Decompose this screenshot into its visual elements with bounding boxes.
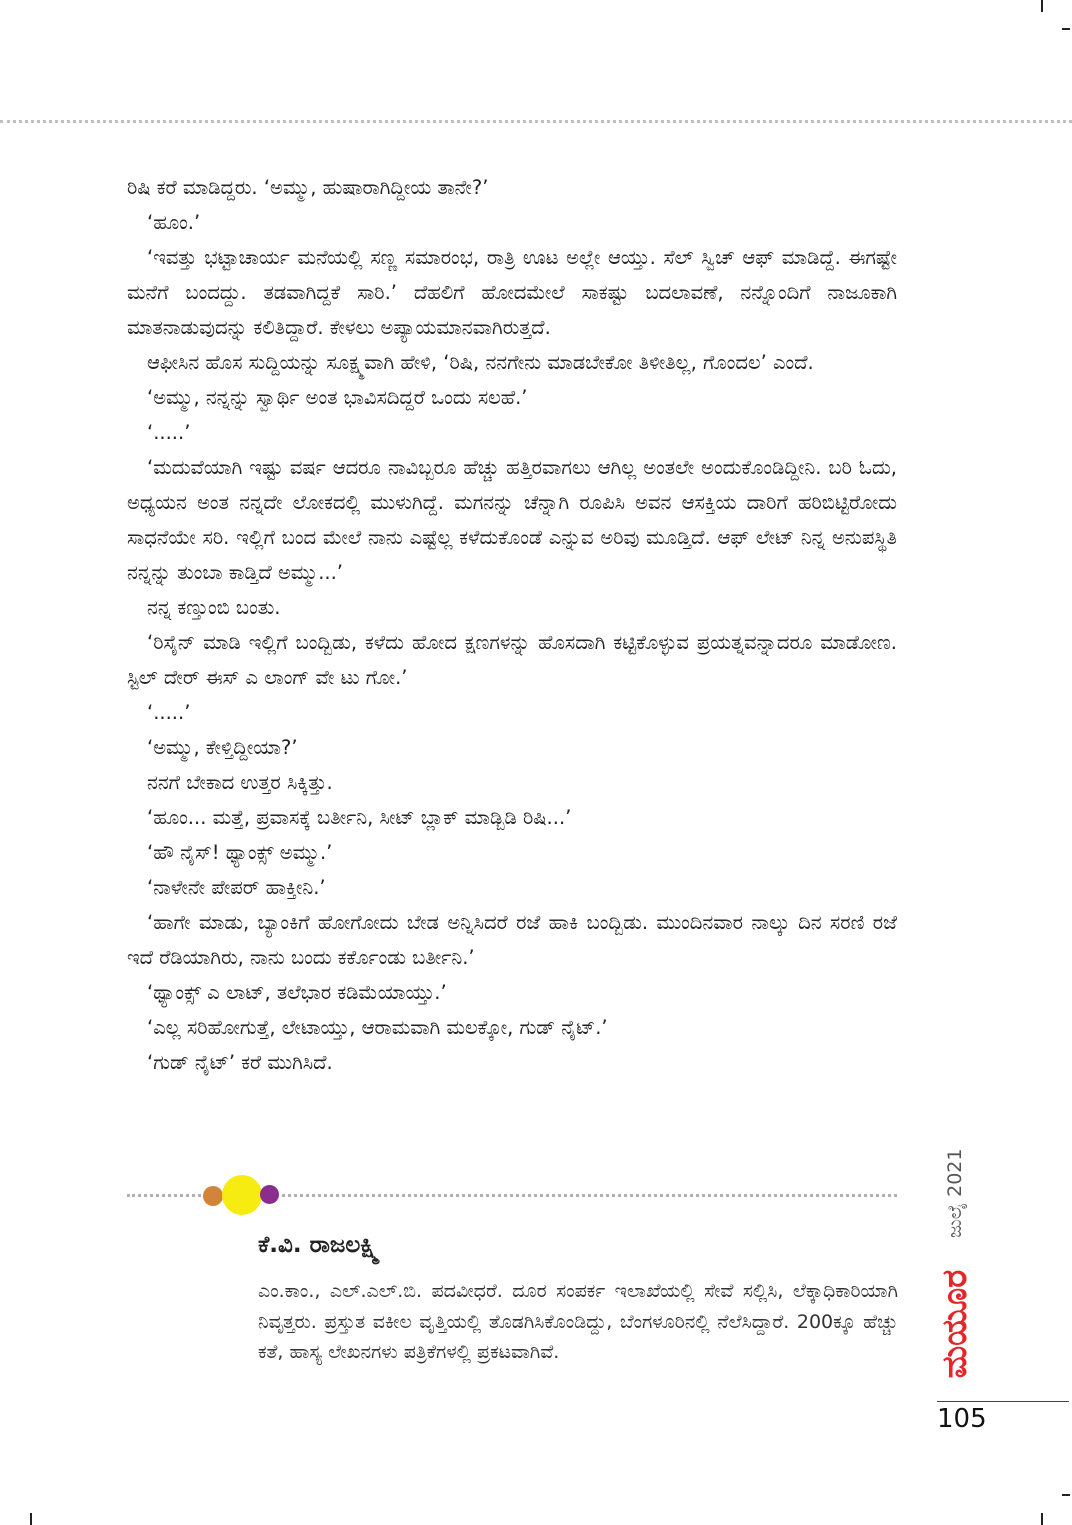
crop-mark [1062, 1494, 1070, 1496]
story-paragraph: ‘ಗುಡ್ ನೈಟ್’ ಕರೆ ಮುಗಿಸಿದೆ. [147, 1051, 333, 1074]
story-paragraph: ಆಫೀಸಿನ ಹೊಸ ಸುದ್ದಿಯನ್ನು ಸೂಕ್ಷ್ಮವಾಗಿ ಹೇಳಿ, ‘ರಿಷಿ, ನನಗೇನು ಮಾಡಬೇಕೋ ತಿಳೀತಿಲ್ಲ, ಗೊಂದಲ’ ಎಂದೆ. [147, 351, 814, 374]
page-number: 105 [937, 1404, 987, 1434]
story-paragraph: ರಿಷಿ ಕರೆ ಮಾಡಿದ್ದರು. ‘ಅಮ್ಮು, ಹುಷಾರಾಗಿದ್ದೀಯ ತಾನೇ?’ [127, 176, 489, 199]
story-paragraph: ‘ಹೌ ನೈಸ್! ಥ್ಯಾಂಕ್ಸ್ ಅಮ್ಮು.’ [147, 841, 333, 864]
crop-mark [1062, 28, 1070, 30]
crop-mark [30, 1513, 32, 1525]
story-paragraph: ‘ರಿಸೈನ್ ಮಾಡಿ ಇಲ್ಲಿಗೆ ಬಂದ್ಬಿಡು, ಕಳೆದು ಹೋದ ಕ್ಷಣಗಳನ್ನು ಹೊಸದಾಗಿ ಕಟ್ಟಿಕೊಳ್ಳುವ ಪ್ರಯತ್ನವನ್ನಾದರೂ ಮಾಡೋಣ. ಸ್ಟಿಲ್ ದೇರ್ ಈಸ್ ಎ ಲಾಂಗ್ ವೇ ಟು ಗೋ.’ [127, 631, 897, 689]
story-paragraph: ‘ಥ್ಯಾಂಕ್ಸ್ ಎ ಲಾಟ್, ತಲೆಭಾರ ಕಡಿಮೆಯಾಯ್ತು.’ [147, 981, 447, 1004]
story-paragraph: ನನ್ನ ಕಣ್ತುಂಬಿ ಬಂತು. [147, 596, 281, 619]
yellow-dot-ornament [222, 1175, 262, 1215]
story-paragraph: ‘.....’ [147, 421, 191, 444]
crop-mark [1041, 1513, 1043, 1525]
story-body [127, 170, 897, 1080]
magazine-masthead: ಮಯೂರ [935, 1269, 975, 1379]
story-paragraph: ‘ಇವತ್ತು ಭಟ್ಟಾಚಾರ್ಯ ಮನೆಯಲ್ಲಿ ಸಣ್ಣ ಸಮಾರಂಭ, ರಾತ್ರಿ ಊಟ ಅಲ್ಲೇ ಆಯ್ತು. ಸೆಲ್ ಸ್ವಿಚ್ ಆಫ್ ಮಾಡಿದ್ದೆ. ಈಗಷ್ಟೇ ಮನೆಗೆ ಬಂದದ್ದು. ತಡವಾಗಿದ್ದಕೆ ಸಾರಿ.’ ದೆಹಲಿಗೆ ಹೋದಮೇಲೆ ಸಾಕಷ್ಟು ಬದಲಾವಣೆ, ನನ್ನೊಂದಿಗೆ ನಾಜೂಕಾಗಿ ಮಾತನಾಡುವುದನ್ನು ಕಲಿತಿದ್ದಾರೆ. ಕೇಳಲು ಅಪ್ಯಾಯಮಾನವಾಗಿರುತ್ತದೆ. [127, 246, 897, 339]
purple-dot-ornament [260, 1185, 279, 1204]
story-paragraph: ‘ಅಮ್ಮು, ನನ್ನನ್ನು ಸ್ವಾರ್ಥಿ ಅಂತ ಭಾವಿಸದಿದ್ದರೆ ಒಂದು ಸಲಹೆ.’ [147, 386, 528, 409]
top-dotted-rule [0, 120, 1072, 123]
story-paragraph: ‘ಅಮ್ಮು, ಕೇಳ್ತಿದ್ದೀಯಾ?’ [147, 736, 298, 759]
issue-month-year: ಜುಲೈ 2021 [944, 1148, 966, 1238]
story-paragraph: ನನಗೆ ಬೇಕಾದ ಉತ್ತರ ಸಿಕ್ಕಿತ್ತು. [147, 771, 333, 794]
orange-dot-ornament [203, 1186, 223, 1206]
crop-mark [1041, 0, 1043, 12]
story-paragraph: ‘ಹೂಂ.’ [147, 211, 201, 234]
story-paragraph: ‘ಹಾಗೇ ಮಾಡು, ಬ್ಯಾಂಕಿಗೆ ಹೋಗೋದು ಬೇಡ ಅನ್ನಿಸಿದರೆ ರಜೆ ಹಾಕಿ ಬಂದ್ಬಿಡು. ಮುಂದಿನವಾರ ನಾಲ್ಕು ದಿನ ಸರಣಿ ರಜೆ ಇದೆ ರೆಡಿಯಾಗಿರು, ನಾನು ಬಂದು ಕರ್ಕೊಂಡು ಬರ್ತೀನಿ.’ [127, 911, 897, 969]
author-bio: ಎಂ.ಕಾಂ., ಎಲ್.ಎಲ್.ಬಿ. ಪದವೀಧರೆ. ದೂರ ಸಂಪರ್ಕ ಇಲಾಖೆಯಲ್ಲಿ ಸೇವೆ ಸಲ್ಲಿಸಿ, ಲೆಕ್ಕಾಧಿಕಾರಿಯಾಗಿ ನಿವೃತ್ತರು. ಪ್ರಸ್ತುತ ವಕೀಲ ವೃತ್ತಿಯಲ್ಲಿ ತೊಡಗಿಸಿಕೊಂಡಿದ್ದು, ಬೆಂಗಳೂರಿನಲ್ಲಿ ನೆಲೆಸಿದ್ದಾರೆ. 200ಕ್ಕೂ ಹೆಚ್ಚು ಕತೆ, ಹಾಸ್ಯ ಲೇಖನಗಳು ಪತ್ರಿಕೆಗಳಲ್ಲಿ ಪ್ರಕಟವಾಗಿವೆ. [258, 1280, 898, 1363]
story-paragraph: ‘ನಾಳೇನೇ ಪೇಪರ್ ಹಾಕ್ತೀನಿ.’ [147, 876, 326, 899]
page-number-rule [937, 1401, 1069, 1402]
story-paragraph: ‘ಮದುವೆಯಾಗಿ ಇಷ್ಟು ವರ್ಷ ಆದರೂ ನಾವಿಬ್ಬರೂ ಹೆಚ್ಚು ಹತ್ತಿರವಾಗಲು ಆಗಿಲ್ಲ ಅಂತಲೇ ಅಂದುಕೊಂಡಿದ್ದೀನಿ. ಬರಿ ಓದು, ಅಧ್ಯಯನ ಅಂತ ನನ್ನದೇ ಲೋಕದಲ್ಲಿ ಮುಳುಗಿದ್ದೆ. ಮಗನನ್ನು ಚೆನ್ನಾಗಿ ರೂಪಿಸಿ ಅವನ ಆಸಕ್ತಿಯ ದಾರಿಗೆ ಹರಿಬಿಟ್ಟಿರೋದು ಸಾಧನೆಯೇ ಸರಿ. ಇಲ್ಲಿಗೆ ಬಂದ ಮೇಲೆ ನಾನು ಎಷ್ಟೆಲ್ಲ ಕಳೆದುಕೊಂಡೆ ಎನ್ನುವ ಅರಿವು ಮೂಡ್ತಿದೆ. ಆಫ್ ಲೇಟ್ ನಿನ್ನ ಅನುಪಸ್ಥಿತಿ ನನ್ನನ್ನು ತುಂಬಾ ಕಾಡ್ತಿದೆ ಅಮ್ಮು...’ [127, 456, 897, 584]
story-paragraph: ‘.....’ [147, 701, 191, 724]
story-paragraph: ‘ಎಲ್ಲ ಸರಿಹೋಗುತ್ತೆ, ಲೇಟಾಯ್ತು, ಆರಾಮವಾಗಿ ಮಲಕ್ಕೋ, ಗುಡ್ ನೈಟ್.’ [147, 1016, 608, 1039]
story-paragraph: ‘ಹೂಂ... ಮತ್ತೆ, ಪ್ರವಾಸಕ್ಕೆ ಬರ್ತೀನಿ, ಸೀಟ್ ಬ್ಲಾಕ್ ಮಾಡ್ಬಿಡಿ ರಿಷಿ...’ [147, 806, 572, 829]
author-name: ಕೆ.ವಿ. ರಾಜಲಕ್ಷ್ಮಿ [258, 1232, 380, 1258]
